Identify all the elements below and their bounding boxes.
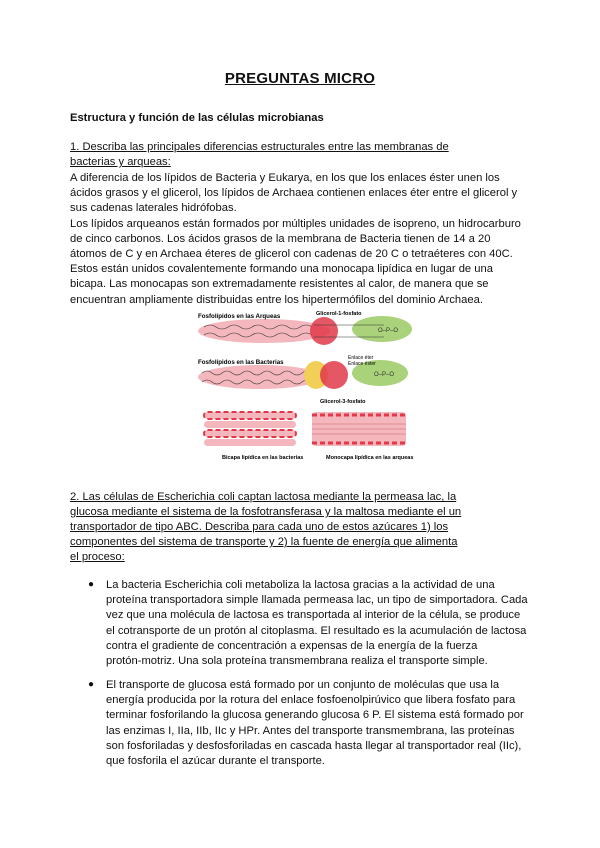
figure-label-g3f: Glicerol-3-fosfato (320, 399, 366, 405)
bullet-line: son fosforiladas y desfosforiladas en cascada hasta llegar al transportador real (IIc), (106, 739, 522, 752)
answer-1-line: bicapa. Las monocapas son extremadamente resistentes al calor, de manera que se (70, 278, 489, 291)
bullet-line: terminar fosforilando la glucosa generando glucosa 6 P. El sistema está formado por (106, 709, 524, 722)
svg-text:O–P–O: O–P–O (378, 328, 399, 334)
answer-1-line: ácidos grasos y el glicerol, los lípidos de Archaea contienen enlaces éter entre el glicerol y (70, 187, 518, 200)
bullet-line: que fosforila el azúcar durante el transporte. (106, 755, 325, 768)
answer-1-line: A diferencia de los lípidos de Bacteria y Eukarya, en los que los enlaces éster unen los (70, 172, 500, 184)
archaeal-monolayer-diagram (312, 412, 406, 446)
bullet-line: el cotransporte de un protón al citoplasma. El resultado es la acumulación de lactosa (106, 624, 527, 637)
bullet-line: proteína transportadora simple llamada permeasa lac, un tipo de simportadora. Cada (106, 594, 528, 607)
bullet-item-glucosa (106, 678, 546, 769)
archaea-phospholipid-diagram (198, 316, 412, 345)
question-1-line-2: bacterias y arqueas: (70, 156, 171, 168)
question-2-line-4: componentes del sistema de transporte y 2) la fuente de energía que alimenta (70, 536, 458, 548)
question-2-line-5: el proceso: (70, 551, 125, 563)
bullet-line: La bacteria Escherichia coli metaboliza la lactosa gracias a la actividad de una (106, 579, 495, 591)
answer-1 (70, 171, 540, 308)
question-2-line-1: 2. Las células de Escherichia coli captan lactosa mediante la permeasa lac, la (70, 491, 457, 503)
bullet-marker: ● (88, 679, 95, 690)
bullet-marker: ● (88, 579, 95, 590)
svg-text:O–P–O: O–P–O (374, 372, 395, 378)
figure-label-bicapa: Bicapa lipídica en las bacterias (222, 455, 304, 461)
answer-1-line: átomos de C y en Archaea éteres de glicerol con cadenas de 20 C o tetraéteres con 40C. (70, 248, 513, 261)
membrane-lipids-figure (196, 309, 414, 479)
figure-label-ester: Enlace éster (348, 361, 376, 367)
question-2-line-3: transportador de tipo ABC. Describa para cada uno de estos azúcares 1) los (70, 521, 449, 533)
answer-1-line: encuentran ampliamente distribuidas entre los hipertermófilos del dominio Archaea. (70, 293, 483, 306)
page-title: PREGUNTAS MICRO (224, 70, 376, 87)
answer-1-line: sus cadenas laterales hidrófobas. (70, 202, 237, 215)
figure-label-arqueas: Fosfolípidos en las Arqueas (198, 313, 281, 320)
figure-label-bacterias: Fosfolípidos en las Bacterias (198, 359, 284, 366)
bullet-item-lactosa (106, 578, 546, 669)
answer-1-line: Los lípidos arqueanos están formados por múltiples unidades de isopreno, un hidrocarburo (70, 217, 521, 230)
bullet-line: las enzimas I, IIa, IIb, IIc y HPr. Antes del transporte transmembrana, las proteínas (106, 724, 515, 737)
question-1-line-1: 1. Describa las principales diferencias estructurales entre las membranas de (70, 141, 449, 153)
figure-label-g1f: Glicerol-1-fosfato (316, 311, 362, 317)
bullet-line: contra el gradiente de concentración a expensas de la energía de la fuerza (106, 639, 478, 652)
bullet-line: protón-motriz. Una sola proteína transmembrana realiza el transporte simple. (106, 655, 488, 668)
bullet-line: El transporte de glucosa está formado por un conjunto de moléculas que usa la (106, 679, 500, 691)
section-heading: Estructura y función de las células microbianas (70, 112, 324, 124)
answer-1-line: de cinco carbonos. Los ácidos grasos de la membrana de Bacteria tienen de 14 a 20 (70, 232, 491, 245)
question-2-line-2: glucosa mediante el sistema de la fosfotransferasa y la maltosa mediante el un (70, 506, 462, 518)
answer-1-line: Estos están unidos covalentemente formando una monocapa lipídica en lugar de una (70, 263, 493, 276)
bacterial-bilayer-diagram (204, 412, 296, 446)
bullet-line: vez que una molécula de lactosa es transportada al interior de la célula, se produce (106, 609, 521, 622)
figure-label-monocapa: Monocapa lipídica en las arqueas (326, 455, 414, 461)
bullet-line: energía producida por la rotura del enlace fosfoenolpirúvico que libera fosfato para (106, 694, 516, 707)
figure-label-eter: Enlace éter (348, 355, 374, 361)
